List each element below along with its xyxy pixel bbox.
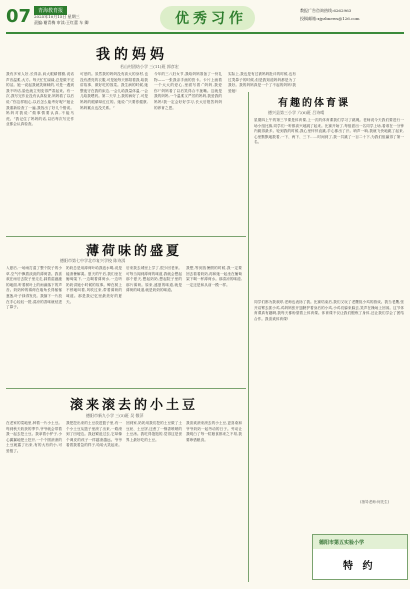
email-line: 投稿邮箱:xjyzbnews@126.com [300, 16, 360, 21]
potato-col-1: 在老家的菜地里,种着一片小土豆。每到秋天收获的季节,爷爷就会带着我一起去挖土豆。我拿着小铲子,小心翼翼地把土挖开,一个个圆滚滚的土豆就露了出来,有的大有的小,可爱极了。 [6, 421, 62, 453]
mother-col-3: 今年的三八妇女节,我给妈妈准备了一份礼物——一张我亲手画的贺卡。卡片上画着一个大大的爱心,里面写着:“妈妈,我爱你!”妈妈看了以后笑得合不拢嘴。这就是我的妈妈,一个温柔又严厉的妈妈,我爱我的妈妈!我一定会好好学习,长大后报答妈妈的养育之恩。 [154, 72, 222, 110]
mother-byline: 若山村团结小学 三(11)班 郭彦宏 [120, 64, 179, 69]
paper-name: 青海教育报 [34, 6, 67, 15]
mint-title: 薄荷味的盛夏 [86, 244, 183, 259]
pe-class-title: 有趣的体育课 [278, 98, 350, 109]
promo-school: 德阳市第五实验小学 [319, 540, 365, 546]
potato-title: 滚来滚去的小土豆 [70, 398, 199, 413]
mother-title: 我的妈妈 [96, 47, 168, 63]
mint-col-3: 后来我去城里上学了,很少回老家。可每当闻到薄荷的味道,我就会想起那个夏天,想起奶奶,想起院子里的那片薄荷。原来,盛夏的味道,就是薄荷的味道,就是奶奶的味道。 [126, 266, 182, 293]
divider-1 [6, 236, 246, 237]
pe-class-byline: 德兴县第三小学 六(6)班 吕诗晴 [268, 110, 325, 115]
masthead [0, 0, 410, 40]
pe-class-col-2: 同学们都为我欢呼,老师也表扬了我。比赛结束后,我们又玩了老鹰捉小鸡的游戏。我当老鹰,张开双臂去抓小鸡,鸡妈妈张开翅膀护着身后的小鸡,小鸡们躲来躲去,笑声在操场上回荡。这节体育课真有趣啊,我每天都盼望着上体育课。体育课不仅让我们锻炼了身体,还让我们学会了团结合作。我喜欢体育课! [254, 300, 404, 321]
editors-line: 责编:谢青梅 审读:王红蕾 车 卿 [34, 20, 89, 25]
pe-class-col-1: 星期四上午的第三节课是体育课,上一次的体育课我们学习了跳绳。老师说今天我们要进行一场小组比赛,同学们一听都高兴地跳了起来。比赛开始了,每组派出一名同学上场,看谁在一分钟内跳得最多。轮到我的时候,我心里怦怦直跳,手心都出了汗。哨声一响,我就飞快地跳了起来,心里默默地数着,一下、两下、三下……时间到了,我一共跳了一百二十下,为我们组赢得了第一名。 [254, 118, 404, 145]
mint-col-1: 入夏后,一场雨打湿了整个院子的小草,空气中飘着淡淡的薄荷香。我喜欢在雨后去院子里走走,踩着湿漉漉的地面,听着树叶上的雨滴落下的声音。奶奶种的薄荷在墙角长得郁郁葱葱,叶子绿得发亮。我摘下一片放在手心轻轻一搓,清凉的香味就钻进了鼻子。 [6, 266, 62, 310]
promo-label: 特 约 [343, 561, 376, 572]
section-title: 优秀习作 [175, 11, 247, 27]
right-column-divider [248, 92, 249, 582]
date-line: 2025年10月15日 星期三 [34, 14, 80, 19]
promo-box [312, 534, 408, 580]
mint-col-2: 奶奶总是用薄荷叶给我泡水喝,说是能消暑解渴。夏天的午后,我们坐在葡萄架下,一边喝着薄荷水,一边听奶奶讲她小时候的故事。蝉在树上不停地叫着,风吹过来,带着薄荷的味道。那是我记忆里最美好的夏天。 [66, 266, 122, 304]
mother-col-4: 实际上,我也是有过被妈妈批评的时候,也有过哭鼻子的时候,但是我知道妈妈都是为了我好。我的妈妈真是一个了不起的妈妈!我爱她! [228, 72, 296, 93]
page-number: 07 [6, 6, 32, 27]
divider-2 [6, 388, 246, 389]
mother-col-2: 可爱的。虽然我的妈妈没有高大的身材,也没有漂亮的衣服,可是她每天都陪着我,给我讲故事、做好吃的饭菜。我生病的时候,她整夜守在我的床边,一会儿给我量体温,一会儿给我喂药。第二天早上,我的病好了,可是妈妈的眼睛却红红的。她说:“只要你健康,妈妈累点也没关系。” [80, 72, 148, 110]
mint-col-4: 我想,等到放暑假的时候,我一定要回去看看奶奶,再和她一起坐在葡萄架下喝一杯薄荷水。那清凉的味道,一定还是和从前一模一样。 [186, 266, 242, 287]
header-rule [6, 32, 404, 34]
potato-col-3: 回到家,奶奶用我们挖的土豆做了土豆丝、土豆饼,还煮了一锅香喷喷的土豆汤。我吃得饱饱的,觉得这是世界上最好吃的土豆。 [126, 421, 182, 442]
potato-col-2: 我把挖出来的土豆放进篮子里,有一个小土豆从篮子里滚了出来,一路滚到了田埂边。我赶紧追过去,它却像个调皮的孩子一样越滚越远。爷爷看着我着急的样子,哈哈大笑起来。 [66, 421, 122, 448]
teacher-note: (指导老师:何先生) [360, 500, 390, 504]
potato-col-4: 我喜欢滚来滚去的小土豆,更喜欢和爷爷奶奶一起劳动的日子。劳动让我明白了每一粒粮食都来之不易,我要珍惜粮食。 [186, 421, 242, 442]
phone-line: 教报广告咨询热线:6262963 [300, 8, 352, 13]
potato-byline: 德阳市新九小学 三(5)班 吴 敬萍 [86, 413, 144, 418]
mother-col-1: 我有多家人好,长得亲,肩大眼睛圆额,说话声音温柔,大方。每天忙忙碌碌,总是做不完的活。她一说起我就笑眯眯的,可是一遇到我不听话,脸色就立刻变得严肃起来。有一次,我写完作业没有认真检查,妈妈看了以后说:“你这样粗心,以后怎么能考好呢?”她让我重新检查了一遍,我找出了好几个错误。妈妈对我说:“做事情要认真,不能马虎。”我记住了妈妈的话,以后每次写完作业都会认真检查。 [6, 72, 74, 127]
mint-byline: 德阳市第七中学北市复兴学校 陈诗淇 [60, 258, 126, 263]
